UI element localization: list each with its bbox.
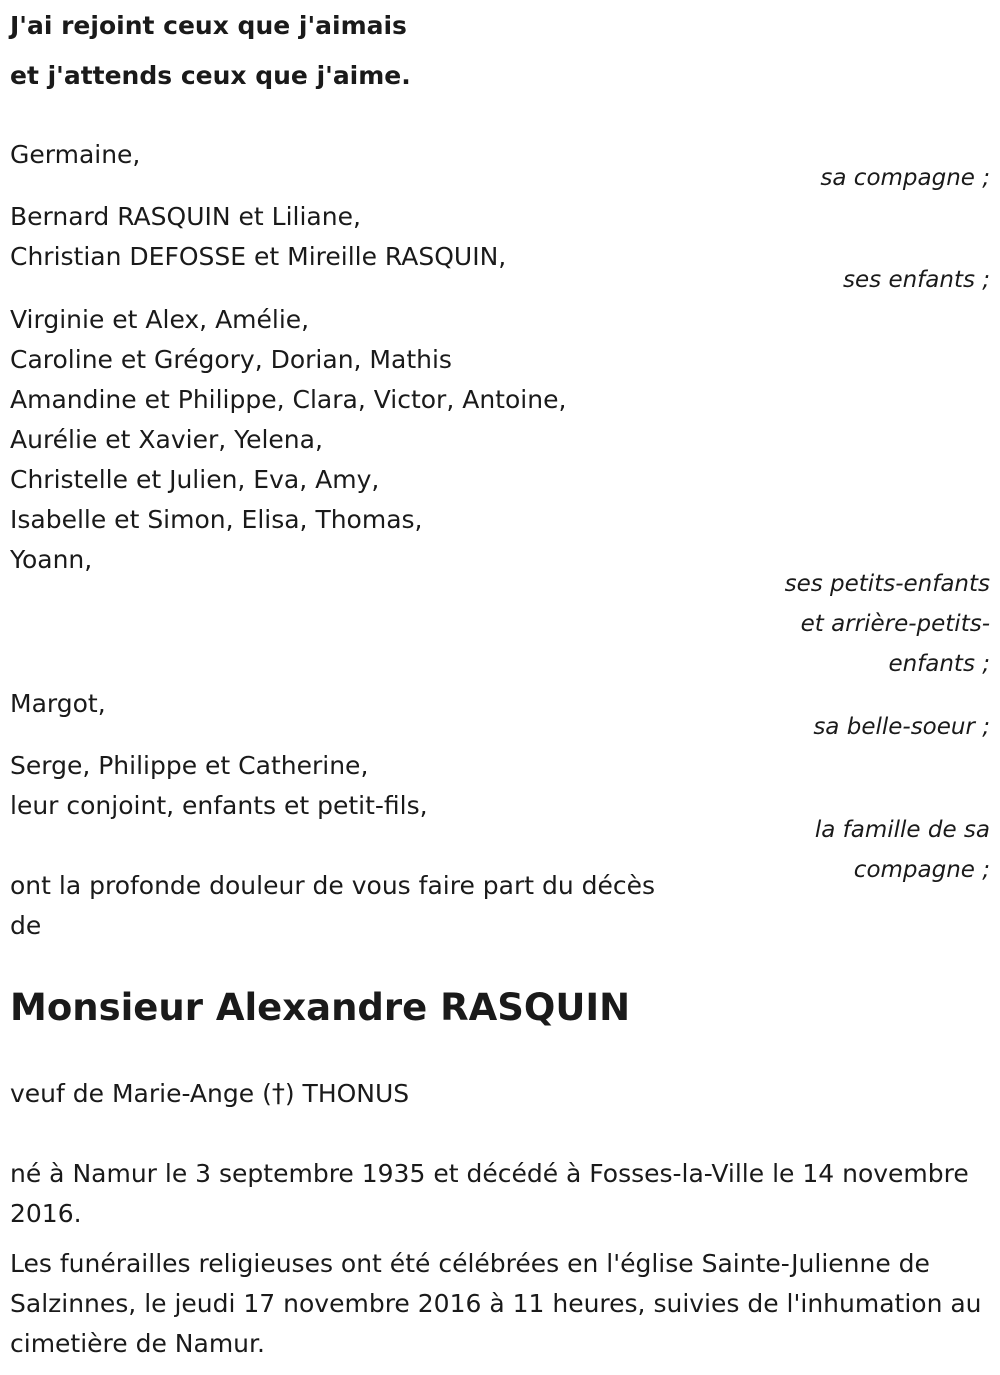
widower-suffix: ) THONUS xyxy=(284,1079,410,1108)
widower-prefix: veuf de Marie-Ange ( xyxy=(10,1079,272,1108)
epigraph-line-1: J'ai rejoint ceux que j'aimais xyxy=(10,11,407,40)
cross-icon: † xyxy=(271,1079,285,1109)
grandchild-line-3: Amandine et Philippe, Clara, Victor, Antoine, xyxy=(10,385,567,414)
children-relation: ses enfants ; xyxy=(843,267,990,293)
child-line-2: Christian DEFOSSE et Mireille RASQUIN, xyxy=(10,242,507,271)
grandchildren-relation-line-3: enfants ; xyxy=(888,651,990,677)
grandchild-line-2: Caroline et Grégory, Dorian, Mathis xyxy=(10,345,452,374)
partner-family-line-2: leur conjoint, enfants et petit-fils, xyxy=(10,791,428,820)
partner-family-relation-line-1: la famille de sa xyxy=(814,817,990,843)
sister-in-law-relation: sa belle-soeur ; xyxy=(813,714,990,740)
child-line-1: Bernard RASQUIN et Liliane, xyxy=(10,202,361,231)
grandchildren-relation-line-1: ses petits-enfants xyxy=(784,571,990,597)
deceased-name: Monsieur Alexandre RASQUIN xyxy=(10,986,631,1029)
sister-in-law-name: Margot, xyxy=(10,689,106,718)
partner-family-relation-line-2: compagne ; xyxy=(853,857,990,883)
grandchildren-relation-line-2: et arrière-petits- xyxy=(800,611,990,637)
announcement-line-2: de xyxy=(10,911,42,940)
partner-family-line-1: Serge, Philippe et Catherine, xyxy=(10,751,369,780)
partner-relation: sa compagne ; xyxy=(820,165,990,191)
funeral-paragraph: Les funérailles religieuses ont été célébrées en l'église Sainte-Julienne de Salzinnes, le jeudi 17 novembre 2016 à 11 heures, suivies de l'inhumation au cimetière de Namur. xyxy=(10,1249,982,1358)
grandchild-line-1: Virginie et Alex, Amélie, xyxy=(10,305,310,334)
grandchild-line-7: Yoann, xyxy=(10,545,93,574)
grandchild-line-5: Christelle et Julien, Eva, Amy, xyxy=(10,465,380,494)
grandchild-line-4: Aurélie et Xavier, Yelena, xyxy=(10,425,323,454)
grandchild-line-6: Isabelle et Simon, Elisa, Thomas, xyxy=(10,505,423,534)
announcement-line-1: ont la profonde douleur de vous faire part du décès xyxy=(10,871,656,900)
partner-name: Germaine, xyxy=(10,140,141,169)
widower-line xyxy=(10,1074,409,1114)
birth-death-paragraph: né à Namur le 3 septembre 1935 et décédé à Fosses-la-Ville le 14 novembre 2016. xyxy=(10,1159,969,1228)
epigraph-line-2: et j'attends ceux que j'aime. xyxy=(10,61,411,90)
